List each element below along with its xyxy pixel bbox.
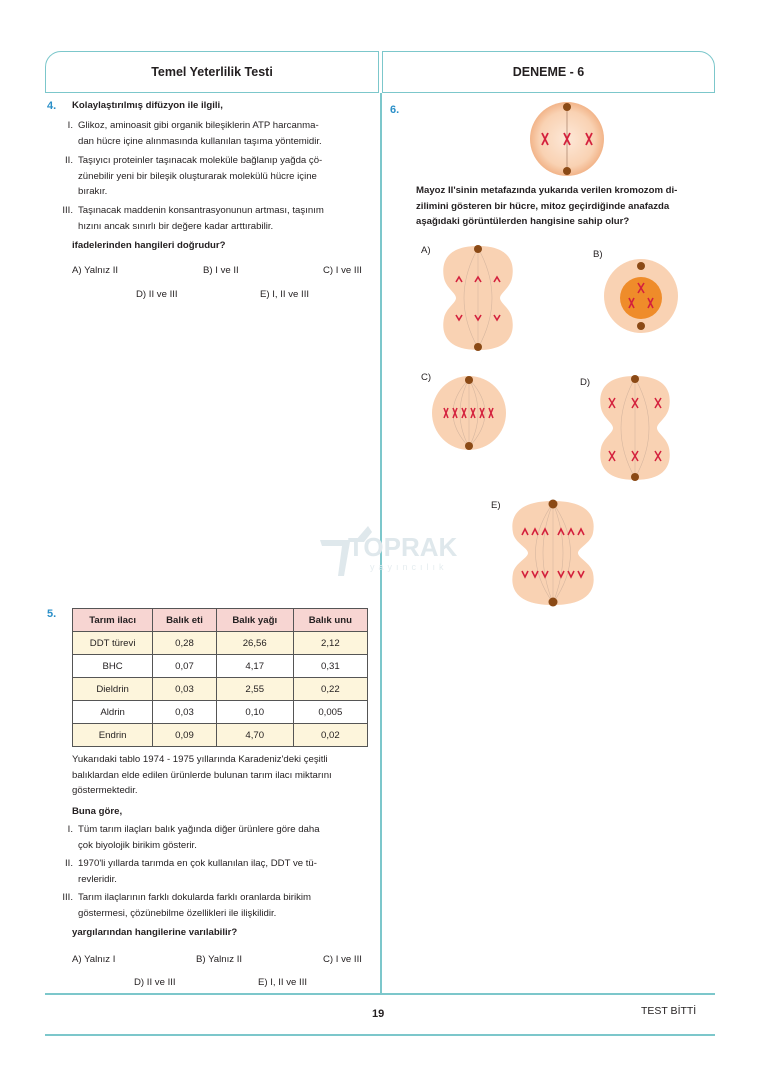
centrosome-icon xyxy=(563,103,571,111)
question-number: 6. xyxy=(390,104,400,116)
header-test-name: DENEME - 6 xyxy=(512,65,585,79)
option-a[interactable]: A) Yalnız I xyxy=(72,954,116,965)
column-header: Tarım ilacı xyxy=(73,609,153,632)
statement-item xyxy=(55,856,370,887)
table-row xyxy=(73,701,368,724)
table-row xyxy=(73,655,368,678)
table-cell: Endrin xyxy=(73,724,153,747)
table-cell: 0,005 xyxy=(293,701,367,724)
centrosome-icon xyxy=(474,245,482,253)
centrosome-icon xyxy=(637,322,645,330)
statement-item xyxy=(55,822,370,853)
statement-line: çok biyolojik birikim gösterir. xyxy=(78,839,197,851)
centrosome-icon xyxy=(549,598,558,607)
centrosome-icon xyxy=(465,376,473,384)
choice-label-e[interactable]: E) xyxy=(491,500,501,511)
table-cell: 4,17 xyxy=(216,655,293,678)
option-d[interactable]: D) II ve III xyxy=(134,977,176,988)
footer-bottom-rule xyxy=(45,1034,715,1036)
paragraph-line: balıklardan elde edilen ürünlerde bulunan tarım ilacı miktarını xyxy=(72,769,332,781)
table-cell: 0,03 xyxy=(153,701,217,724)
statement-line: 1970'li yıllarda tarımda en çok kullanılan ilaç, DDT ve tü- xyxy=(78,858,317,869)
roman-numeral: I. xyxy=(67,824,73,835)
roman-numeral: III. xyxy=(62,892,73,903)
question-number: 5. xyxy=(47,608,57,620)
option-e[interactable]: E) I, II ve III xyxy=(260,289,310,300)
table-header-row xyxy=(73,609,368,632)
centrosome-icon xyxy=(563,167,571,175)
table-cell: 2,12 xyxy=(293,632,367,655)
option-a[interactable]: A) Yalnız II xyxy=(72,265,119,276)
centrosome-icon xyxy=(465,442,473,450)
option-c[interactable]: C) I ve III xyxy=(323,954,362,965)
paragraph xyxy=(72,752,370,799)
publisher-watermark-logo xyxy=(318,518,458,578)
column-header: Balık yağı xyxy=(216,609,293,632)
header-left xyxy=(45,51,379,93)
column-header: Balık unu xyxy=(293,609,367,632)
table-row xyxy=(73,632,368,655)
option-e[interactable]: E) I, II ve III xyxy=(258,977,308,988)
option-b[interactable]: B) I ve II xyxy=(203,265,239,276)
statement-line: Glikoz, aminoasit gibi organik bileşiklerin ATP harcanma- xyxy=(78,120,319,131)
table-cell: 26,56 xyxy=(216,632,293,655)
table-cell: 0,31 xyxy=(293,655,367,678)
stem-line: zilimini gösteren bir hücre, mitoz geçirdiğinde anafazda xyxy=(416,200,670,212)
column-header: Balık eti xyxy=(153,609,217,632)
page-number: 19 xyxy=(372,1008,385,1020)
table-cell: BHC xyxy=(73,655,153,678)
choice-label-a[interactable]: A) xyxy=(421,245,431,256)
reference-cell-diagram xyxy=(527,99,607,179)
statement-line: hızını ancak sınırlı bir değere kadar arttırabilir. xyxy=(78,220,274,232)
centrosome-icon xyxy=(631,473,639,481)
statement-line: Taşınacak maddenin konsantrasyonunun artması, taşınım xyxy=(78,205,324,216)
question-stem: Kolaylaştırılmış difüzyon ile ilgili, xyxy=(72,100,223,111)
statement-line: dan hücre içine alınmasında kullanılan taşıma yöntemidir. xyxy=(78,135,322,147)
statement-item xyxy=(55,118,370,149)
watermark-sub: yayıncılık xyxy=(370,562,448,572)
table-row xyxy=(73,678,368,701)
statement-line: Taşıyıcı proteinler taşınacak moleküle bağlanıp yağda çö- xyxy=(78,155,323,166)
footer-top-rule xyxy=(45,993,715,995)
table-cell: Aldrin xyxy=(73,701,153,724)
option-d[interactable]: D) II ve III xyxy=(136,289,178,300)
option-c[interactable]: C) I ve III xyxy=(323,265,362,276)
centrosome-icon xyxy=(637,262,645,270)
question-number: 4. xyxy=(47,100,57,112)
lead-text: Buna göre, xyxy=(72,806,123,817)
statement-item xyxy=(55,890,370,921)
nucleus xyxy=(620,277,662,319)
table-cell: 0,22 xyxy=(293,678,367,701)
pesticide-table xyxy=(72,608,368,747)
choice-a-diagram[interactable] xyxy=(440,243,516,353)
question-stem xyxy=(416,183,714,230)
roman-numeral: II. xyxy=(65,155,73,166)
table-cell: 2,55 xyxy=(216,678,293,701)
paragraph-line: Yukarıdaki tablo 1974 - 1975 yıllarında Karadeniz'deki çeşitli xyxy=(72,754,328,765)
question-prompt: ifadelerinden hangileri doğrudur? xyxy=(72,240,226,251)
statement-line: göstermesi, çözünebilme özellikleri ile ilişkilidir. xyxy=(78,907,277,919)
table-cell: 0,02 xyxy=(293,724,367,747)
choice-label-c[interactable]: C) xyxy=(421,372,432,383)
choice-c-diagram[interactable] xyxy=(431,375,507,451)
roman-numeral: I. xyxy=(67,120,73,131)
statement-line: Tarım ilaçlarının farklı dokularda farklı oranlarda birikim xyxy=(78,892,311,903)
table-cell: 0,03 xyxy=(153,678,217,701)
choice-label-d[interactable]: D) xyxy=(580,377,591,388)
centrosome-icon xyxy=(549,500,558,509)
choice-d-diagram[interactable] xyxy=(597,373,673,483)
option-b[interactable]: B) Yalnız II xyxy=(196,954,243,965)
statement-line: zünebilir yeni bir bileşik oluşturarak molekülü hücre içine xyxy=(78,170,317,182)
statement-line: revleridir. xyxy=(78,873,117,885)
table-cell: 0,07 xyxy=(153,655,217,678)
test-end-label: TEST BİTTİ xyxy=(641,1005,697,1017)
statement-item xyxy=(55,153,370,200)
table-row xyxy=(73,724,368,747)
paragraph-line: göstermektedir. xyxy=(72,785,138,796)
table-cell: Dieldrin xyxy=(73,678,153,701)
centrosome-icon xyxy=(631,375,639,383)
statement-item xyxy=(55,203,370,234)
stem-line: Mayoz II'sinin metafazında yukarıda verilen kromozom di- xyxy=(416,185,678,196)
stem-line: aşağıdaki görüntülerden hangisine sahip olur? xyxy=(416,216,630,227)
table-cell: 0,09 xyxy=(153,724,217,747)
watermark-brand: TOPRAK xyxy=(348,532,458,562)
centrosome-icon xyxy=(474,343,482,351)
roman-numeral: II. xyxy=(65,858,73,869)
roman-numeral: III. xyxy=(62,205,73,216)
table-cell: 0,28 xyxy=(153,632,217,655)
choice-b-diagram[interactable] xyxy=(603,258,679,334)
table-cell: 4,70 xyxy=(216,724,293,747)
statement-line: bırakır. xyxy=(78,186,108,197)
table-cell: DDT türevi xyxy=(73,632,153,655)
choice-label-b[interactable]: B) xyxy=(593,249,603,260)
statement-line: Tüm tarım ilaçları balık yağında diğer ürünlere göre daha xyxy=(78,824,320,835)
question-prompt: yargılarından hangilerine varılabilir? xyxy=(72,927,238,938)
header-right xyxy=(382,51,715,93)
header-title: Temel Yeterlilik Testi xyxy=(151,65,273,79)
table-cell: 0,10 xyxy=(216,701,293,724)
choice-e-diagram[interactable] xyxy=(508,498,598,608)
